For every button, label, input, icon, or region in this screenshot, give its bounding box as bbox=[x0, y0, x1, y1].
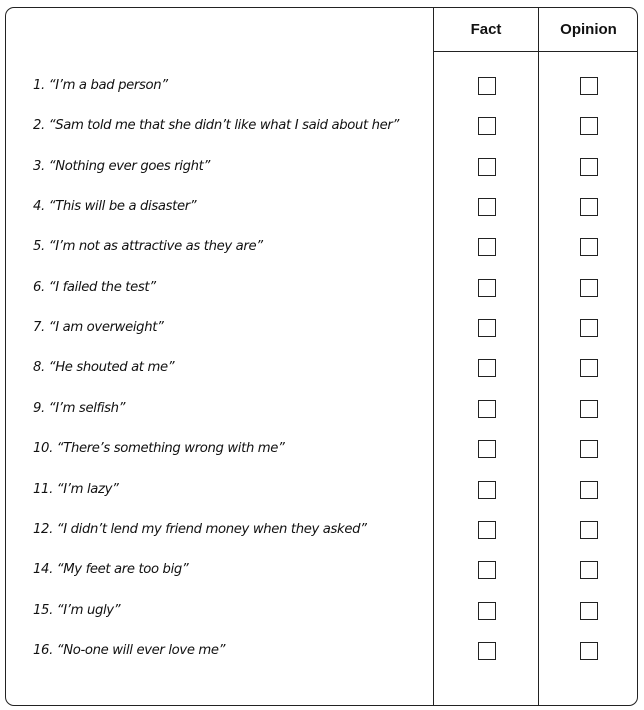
statement-text: 7. “I am overweight” bbox=[33, 320, 164, 335]
fact-checkbox[interactable] bbox=[478, 279, 496, 297]
statement-text: 15. “I’m ugly” bbox=[33, 603, 121, 618]
opinion-checkbox[interactable] bbox=[580, 279, 598, 297]
opinion-checkbox[interactable] bbox=[580, 158, 598, 176]
opinion-checkbox[interactable] bbox=[580, 319, 598, 337]
opinion-checkbox[interactable] bbox=[580, 400, 598, 418]
opinion-checkbox[interactable] bbox=[580, 561, 598, 579]
fact-checkbox[interactable] bbox=[478, 359, 496, 377]
fact-checkbox[interactable] bbox=[478, 400, 496, 418]
statement-text: 16. “No-one will ever love me” bbox=[33, 643, 226, 658]
fact-checkbox[interactable] bbox=[478, 238, 496, 256]
statement-text: 12. “I didn’t lend my friend money when they asked” bbox=[33, 522, 367, 537]
opinion-column-divider bbox=[538, 7, 539, 706]
opinion-checkbox[interactable] bbox=[580, 481, 598, 499]
opinion-checkbox[interactable] bbox=[580, 198, 598, 216]
statement-text: 14. “My feet are too big” bbox=[33, 562, 189, 577]
opinion-column-header: Opinion bbox=[560, 21, 617, 38]
fact-checkbox[interactable] bbox=[478, 117, 496, 135]
fact-checkbox[interactable] bbox=[478, 198, 496, 216]
fact-column-header: Fact bbox=[470, 21, 502, 38]
fact-checkbox[interactable] bbox=[478, 642, 496, 660]
fact-checkbox[interactable] bbox=[478, 77, 496, 95]
fact-checkbox[interactable] bbox=[478, 158, 496, 176]
opinion-checkbox[interactable] bbox=[580, 77, 598, 95]
fact-checkbox[interactable] bbox=[478, 561, 496, 579]
statement-text: 6. “I failed the test” bbox=[33, 280, 156, 295]
statement-text: 9. “I’m selfish” bbox=[33, 401, 126, 416]
statement-text: 8. “He shouted at me” bbox=[33, 360, 175, 375]
statement-text: 5. “I’m not as attractive as they are” bbox=[33, 239, 263, 254]
statement-text: 3. “Nothing ever goes right” bbox=[33, 159, 210, 174]
fact-checkbox[interactable] bbox=[478, 319, 496, 337]
statement-text: 4. “This will be a disaster” bbox=[33, 199, 197, 214]
fact-checkbox[interactable] bbox=[478, 521, 496, 539]
fact-column-divider bbox=[433, 7, 434, 706]
opinion-checkbox[interactable] bbox=[580, 521, 598, 539]
fact-checkbox[interactable] bbox=[478, 440, 496, 458]
opinion-checkbox[interactable] bbox=[580, 238, 598, 256]
opinion-checkbox[interactable] bbox=[580, 602, 598, 620]
opinion-checkbox[interactable] bbox=[580, 642, 598, 660]
opinion-checkbox[interactable] bbox=[580, 440, 598, 458]
statement-text: 11. “I’m lazy” bbox=[33, 482, 119, 497]
opinion-checkbox[interactable] bbox=[580, 359, 598, 377]
statement-text: 10. “There’s something wrong with me” bbox=[33, 441, 285, 456]
statement-text: 1. “I’m a bad person” bbox=[33, 78, 168, 93]
fact-checkbox[interactable] bbox=[478, 481, 496, 499]
opinion-checkbox[interactable] bbox=[580, 117, 598, 135]
header-divider bbox=[433, 51, 638, 52]
statement-text: 2. “Sam told me that she didn’t like what I said about her” bbox=[33, 118, 399, 133]
fact-checkbox[interactable] bbox=[478, 602, 496, 620]
